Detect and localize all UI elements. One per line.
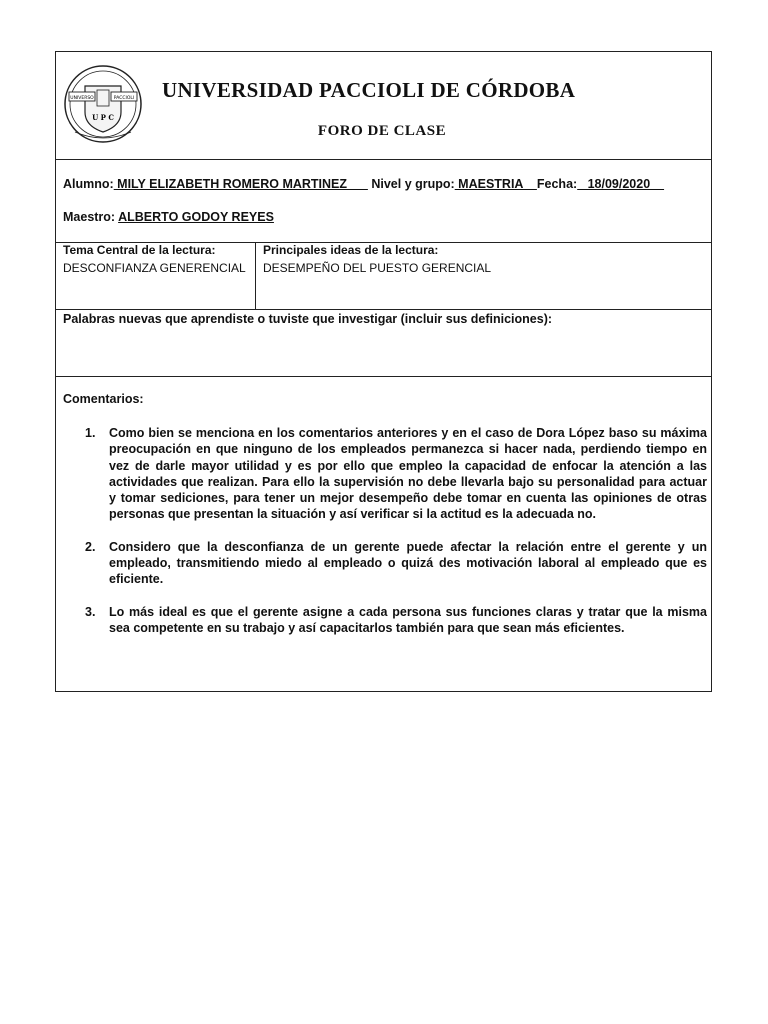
main-ideas-cell: [256, 243, 711, 309]
svg-text:UNIVERSO: UNIVERSO: [70, 96, 94, 101]
teacher-info-line: [63, 210, 274, 224]
page-title: UNIVERSIDAD PACCIOLI DE CÓRDOBA: [162, 78, 576, 102]
maestro-value: ALBERTO GODOY REYES: [118, 210, 274, 224]
list-item-text: Como bien se menciona en los comentarios anteriores y en el caso de Dora López baso su máxima preocupación en que ninguno de los empleados permanezca si hacer nada, perdiendo tiempo en vez de darle mayor utilidad y es por ello que empleo la capacidad de enfocar la atención a las actividades que realizan. Para ello la supervisión no debe llevarla bajo su personalidad para actuar y tomar sediciones, para tener un mejor desempeño debe tomar en cuenta las opiniones de otras personas que presentan la situación y así verificar si la actitud es la adecuada no.: [109, 426, 707, 522]
main-ideas-value: DESEMPEÑO DEL PUESTO GERENCIAL: [263, 261, 492, 275]
form-header: [56, 52, 711, 160]
student-info-line: [63, 177, 664, 191]
reading-topics-section: [56, 243, 711, 310]
list-item: [63, 425, 707, 523]
student-info-section: [56, 160, 711, 243]
alumno-value: MILY ELIZABETH ROMERO MARTINEZ: [113, 177, 368, 191]
nivel-label: Nivel y grupo:: [367, 177, 455, 191]
main-ideas-label: Principales ideas de la lectura:: [263, 243, 439, 257]
central-theme-value: DESCONFIANZA GENERENCIAL: [63, 261, 246, 275]
list-item-number: 1.: [85, 426, 96, 440]
list-item-text: Considero que la desconfianza de un gerente puede afectar la relación entre el gerente y un empleado, transmitiendo miedo al empleado o quizá des motivación laboral al empleado que es eficiente.: [109, 539, 707, 587]
comments-section: [56, 377, 711, 695]
alumno-label: Alumno:: [63, 177, 114, 191]
new-words-label: Palabras nuevas que aprendiste o tuviste que investigar (incluir sus definiciones):: [63, 312, 553, 326]
comments-list: [63, 425, 707, 652]
university-seal-icon: [63, 64, 143, 144]
list-item-number: 2.: [85, 539, 96, 554]
new-words-section: [56, 310, 711, 377]
list-item: [63, 604, 707, 637]
svg-text:U P C: U P C: [92, 113, 114, 122]
list-item: [63, 539, 707, 588]
list-item-number: 3.: [85, 604, 96, 619]
fecha-value: 18/09/2020: [577, 177, 665, 191]
fecha-label: Fecha:: [536, 177, 578, 191]
list-item-text: Lo más ideal es que el gerente asigne a cada persona sus funciones claras y tratar que la misma sea competente en su trabajo y así capacitarlos también para que sean más eficientes.: [109, 604, 707, 635]
maestro-label: Maestro:: [63, 210, 116, 224]
nivel-value: MAESTRIA: [454, 177, 537, 191]
comments-label: Comentarios:: [63, 392, 144, 406]
page-subtitle: FORO DE CLASE: [317, 123, 447, 139]
central-theme-label: Tema Central de la lectura:: [63, 243, 216, 257]
svg-text:PACCIOLI: PACCIOLI: [113, 96, 135, 101]
central-theme-cell: [56, 243, 256, 309]
class-forum-form: [55, 51, 712, 692]
